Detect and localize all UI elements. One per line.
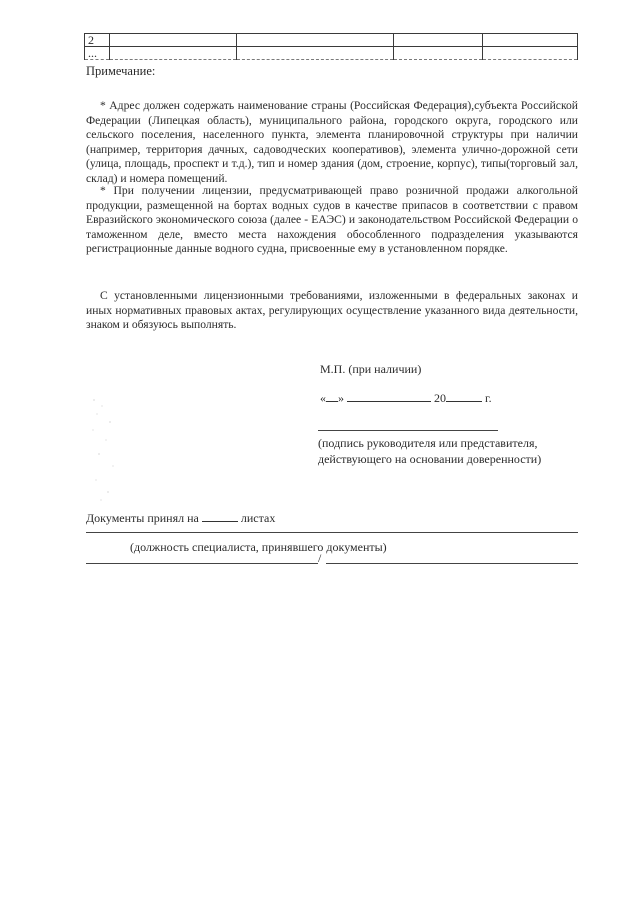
date-field: [320, 390, 492, 406]
table-cell: [237, 34, 394, 47]
table-cell: [483, 34, 578, 47]
table-cell: ...: [85, 47, 110, 60]
table-cell: [483, 47, 578, 60]
acknowledgement-text: С установленными лицензионными требованиями, изложенными в федеральных законах и иных нормативных правовых актах, регулирующих осуществление указанного вида деятельности, знаком и обязуюсь выполнять.: [86, 289, 578, 332]
slash-separator: /: [318, 551, 322, 565]
signature-caption-line: действующего на основании доверенности): [318, 452, 542, 466]
signature-caption: [318, 435, 541, 467]
year-prefix: 20: [434, 391, 446, 405]
date-close-quote: »: [338, 391, 344, 405]
scan-specks: [88, 396, 128, 506]
signature-caption-line: (подпись руководителя или представителя,: [318, 436, 538, 450]
signature-line-right: [326, 563, 578, 564]
position-caption: (должность специалиста, принявшего документы): [130, 540, 387, 554]
table-row: [85, 34, 578, 47]
table-cell: 2: [85, 34, 110, 47]
table-row: [85, 47, 578, 60]
month-blank: [347, 390, 431, 402]
date-open-quote: «: [320, 391, 326, 405]
note-vessel: * При получении лицензии, предусматривающей право розничной продажи алкогольной продукции, размещенной на бортах водных судов в качестве припасов в соответствии с правом Евразийского экономического союза (далее - ЕАЭС) и законодательством Российской Федерации о таможенном деле, вместо места нахождения обособленного подразделения указываются регистрационные данные водного судна, присвоенные ему в установленном порядке.: [86, 184, 578, 256]
note-label: Примечание:: [86, 64, 156, 78]
day-blank: [326, 390, 338, 402]
note-address: * Адрес должен содержать наименование страны (Российская Федерация),субъекта Российской Федерации (Липецкая область), муниципального района, городского округа, городского или сельского поселения, населенного пункта, элемента планировочной структуры при наличии (например, территория дачных, садоводческих кооперативов), элемента улично-дорожной сети (улица, площадь, проспект и т.д.), тип и номер здания (дом, строение, корпус), типы(торговый зал, склад) и номера помещений.: [86, 99, 578, 185]
table-cell: [394, 34, 483, 47]
documents-accepted: [86, 510, 275, 526]
year-blank: [446, 390, 482, 402]
table-cell: [237, 47, 394, 60]
table-cell: [110, 34, 237, 47]
position-line: [86, 532, 578, 533]
signature-line: [318, 430, 498, 431]
items-table: [84, 33, 578, 60]
stamp-place-label: М.П. (при наличии): [320, 362, 422, 376]
signature-line-left: [86, 563, 318, 564]
table-cell: [110, 47, 237, 60]
sheets-blank: [202, 510, 238, 522]
year-suffix: г.: [485, 391, 492, 405]
docs-prefix: Документы принял на: [86, 511, 199, 525]
table-cell: [394, 47, 483, 60]
docs-suffix: листах: [240, 511, 276, 525]
